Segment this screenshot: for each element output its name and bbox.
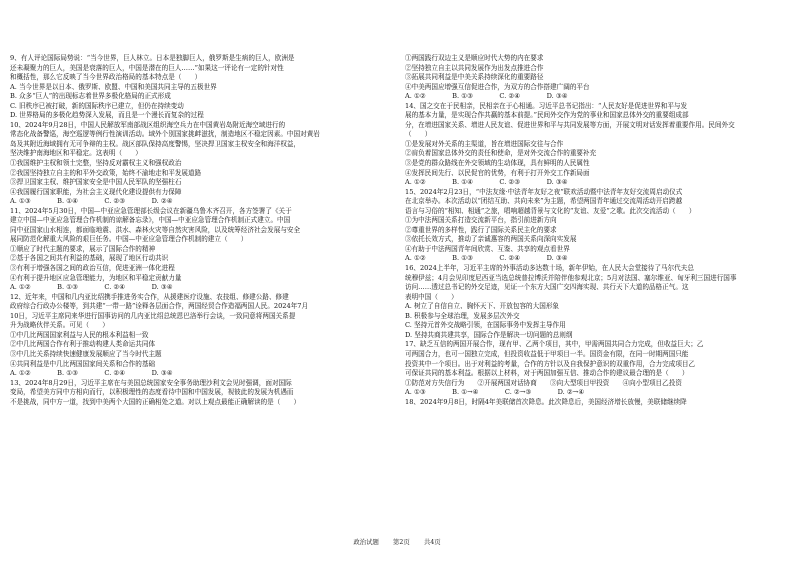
text-line: ③捍卫国家主权、维护国家安全是中国人民军队的坚强柱石 [10,178,182,187]
text-line: ③依托长效方式，推动了亲诚惠容的两国关系向深向实发展 [405,235,577,244]
text-line: 升为战略伙伴关系。可见（ ） [10,321,109,330]
text-line: ②基于各国之间共有利益的基础，展现了地区行动共识 [10,254,169,263]
text-line: ①两国践行双边主义是顺应时代大势的内在要求 [405,54,544,62]
text-line: ②坚持独立自主以共同发展作为出发点推进合作 [405,63,544,72]
text-line: 访问……透过总书记的外交足迹，见证一个东方大国广交四海实现、共行天下大道的品格正气。这 [405,283,689,292]
text-line: ③中几比关系持续快速健康发展顺应了当今时代主题 [10,349,162,358]
text-line: ①是发展对外关系的主渠道，旨在增进国际交往与合作 [405,139,564,148]
text-line: 政府综合行政办公楼等，到共建“一带一路”诠释各层面合作，两国经贸合作造福两国人民。2024年7月 [10,302,309,311]
text-line: D. 世界格局的多极化趋势深入发展，而且是一个漫长而复杂的过程 [10,111,204,120]
text-line: 建立中国—中亚应急管理合作机制的谅解备忘录》，中国—中亚应急管理合作机制正式建立。中国 [10,216,291,225]
text-line: 和概括性，那么它反映了当今世界政治格局的基本特点是（ ） [10,73,202,82]
text-line: 16、2024上半年，习近平主席的外事活动多达数十场，新年伊始，在人民大会堂接待了马尔代夫总 [405,264,694,273]
text-line: B. 众多“巨人”的出现标志着世界多极化格局的正式形成 [10,92,171,101]
text-line: A. ①② B. ①③ C. ②④ D. ③④ [10,283,173,292]
text-line: 15、2024年2月23日，“中法友缘·中法青年友好之夜”联欢活动暨中法青年友好交流周启动仪式 [405,187,683,196]
text-line: 17、缺乏互信的两国开展合作，现有甲、乙两个项目，其中，甲需两国共同合力完成，但收益巨大；乙 [405,340,704,349]
text-line: ④有利于提升地区应急管理能力，为地区和平稳定贡献力量 [10,273,182,282]
text-line: ③有利于增强各国之间的政治互信，促进亚洲一体化进程 [10,264,175,273]
text-line: A. ①③ B. ①→④ C. ②→③ D. ②→④ [405,388,585,397]
text-line: ②我国坚持独立自主的和平外交政策，始终不渝地走和平发展道路 [10,168,202,177]
right-column [405,54,773,407]
text-line: 还未凝聚力的巨人，美国是衰落的巨人，中国是潜在的巨人……”如果这一评论有一定的针对性 [10,63,284,72]
text-line: ①我国维护主权和领土完整，坚持反对霸权主义和强权政治 [10,159,182,168]
text-line: 常态化战备警巡，海空巡逻等例行性演训活动。域外个别国家挑衅滋扰，制造地区不稳定因素。中国对黄岩 [10,130,320,139]
text-line: ①为中法两国关系打造交流新平台，指引前进新方向 [405,216,557,225]
text-line: ④我国履行国家职能，为社会主义现代化建设提供有力保障 [10,187,182,196]
text-line: ④中美两国应增强互信促进合作，为双方的合作搭建广阔的平台 [405,82,590,91]
text-line: 18、2024年9月8日，时隔4年美联储首次降息。此次降息后，美国经济增长放慢，美联储继续降 [405,397,687,406]
text-line: 14、国之交在于民相亲，民相亲在于心相通。习近平总书记指出：“人民友好是促进世界和平与发 [405,101,688,110]
page-footer [0,537,794,546]
text-line: 统穆伊兹；4月会见印度尼西亚当选总统普拉博沃并陪伴他参观北京；5月对法国、塞尔维亚、匈牙利三国进行国事 [405,273,737,282]
text-line: ④有助于中法两国青年间欣赏、互鉴、共享的观点看世界 [405,244,570,253]
text-line: ①顺应了时代主题的要求，展示了国际合作的精神 [10,244,156,253]
text-line: 投资其中一个项目。出于对利益的考量，合作的方针以及自我保护意识的双重作用，合力完成项目乙 [405,359,696,368]
text-line: ③拓展共同利益是中美关系持续深化的重要路径 [405,73,544,82]
text-line: 岛及其附近海域拥有无可争辩的主权。战区部队保持高度警惕，坚决捍卫国家主权安全和海洋权益， [10,139,301,148]
text-line: 同中亚国家山水相连，都面临地震、洪水、森林火灾等自然灾害风险，以及统筹经济社会发展与安全 [10,225,301,234]
text-line: A. ①② B. ①③ C. ②④ D. ③④ [10,369,173,378]
text-line: C. 旧秩序已被打破，新的国际秩序已建立，但仍在持续变动 [10,101,184,110]
footer-page-number: 第2页 [392,538,410,546]
text-line: 在北京举办。本次活动以“团结互助、共向未来”为主题，希望两国青年通过交流周活动开启跨越 [405,197,683,206]
text-line: ②肩负着国家总体外交的责任和使命，是对外交流合作的重要补充 [405,149,597,158]
text-line: ②中几比两国合作有利于推动构建人类命运共同体 [10,340,156,349]
left-column [10,54,378,407]
text-line: 坚决维护南海地区和平稳定。这表明（ ） [10,149,142,158]
text-line: ②尊重世界的多样性，践行了国际关系民主化的要求 [405,225,557,234]
text-line: C. 坚持元首外交战略引领，在国际事务中发挥主导作用 [405,321,566,330]
text-line: 可保证共同的基本利益。根据以上材料，对于两国加强互信、推动合作的建议最合理的是（ ） [405,369,689,378]
text-line: （ ） [405,130,432,139]
text-line: 变局，希望美方同中方相向而行，以积极理性的态度看待中国和中国发展，视彼此的发展为机遇而 [10,388,294,397]
text-line: 语言与习俗的“相知、相通”之旅，唱响超越背景与文化的“友谊、友爱”之歌。此次交流活动（ ） [405,206,696,215]
text-line: 13、2024年8月29日，习近平主席在与美国总统国家安全事务助理沙利文会见时强调，面对国际 [10,378,292,387]
text-line: 表明中国（ ） [405,292,458,301]
text-line: A. ①② B. ①④ C. ②③ D. ③④ [405,178,568,187]
text-line: A. ①② B. ①③ C. ②④ D. ③④ [405,92,568,101]
text-line: 展同防范化解重大风险的艰巨任务。中国—中亚应急管理合作机制的建立（ ） [10,235,248,244]
text-line: B. 积极参与全球治理，发展多层次外交 [405,311,520,320]
text-line: 分，在增进国家关系、增进人民友谊、促进世界和平与共同发展等方面，开展文明对话发挥着重要作用。民间外交 [405,120,735,129]
text-line: ①防范对方失信行为 ②开展两国对话协商 ③向大型项目甲投资 ④向小型项目乙投资 [405,378,682,387]
text-line: A. 树立了自信自立、胸怀天下、开放包容的大国形象 [405,302,560,311]
text-line: 11、2024年5月30日，中国—中亚应急管理部长级会议在新疆乌鲁木齐召开，各方签署了《关于 [10,206,292,215]
text-line: ①中几比两国国家利益与人民的根本利益相一致 [10,330,149,339]
text-line: ③是党的群众路线在外交领域的生动体现，具有鲜明的人民属性 [405,159,590,168]
text-line: 可两国合力，也可一国独立完成，但投资收益低于甲项目一半。国资金有限，在同一时期两国只能 [405,349,689,358]
text-line: 10、2024年9月28日，中国人民解放军南部战区组织海空兵力在中国黄岩岛附近海空域进行的 [10,120,286,129]
text-line: A. ①② B. ①③ C. ②④ D. ③④ [405,254,568,263]
text-line: 10日，习近平主席同来华进行国事访问的几内亚比绍总统恩巴洛举行会谈，一致同意将两国关系提 [10,311,296,320]
text-line: D. 坚持共商共建共享，国际合作是解决一切问题的总则纲 [405,330,573,339]
footer-subject: 政治试题 [353,538,379,546]
footer-total-pages: 共4页 [423,538,441,546]
text-line: 展的基本力量，是实现合作共赢的基本前提。”民间外交作为党的事业和国家总体外交的重要组成部 [405,111,689,120]
text-line: 12、近年来，中国和几内亚比绍携手推进务实合作，从援建医疗设施、农技组、修建公路、修建 [10,292,289,301]
text-line: A. ①③ B. ①④ C. ②③ D. ②④ [10,197,173,206]
text-line: A. 当今世界是以日本、俄罗斯、欧盟、中国和美国共同主导的五极世界 [10,82,217,91]
text-line: ④发挥民间先行、以民促官的优势，有利于打开外交工作新局面 [405,168,590,177]
text-line: ④共同利益是中几比两国国家间关系和合作的基础 [10,359,156,368]
text-line: 9、有人评论国际局势说：“当今世界，巨人林立。日本是独脚巨人，俄罗斯是生病的巨人，欧洲是 [10,54,295,62]
text-line: 不是挑战，同中方一道，找到中美两个大国的正确相处之道。对以上观点最能正确解读的是（ ） [10,397,301,406]
